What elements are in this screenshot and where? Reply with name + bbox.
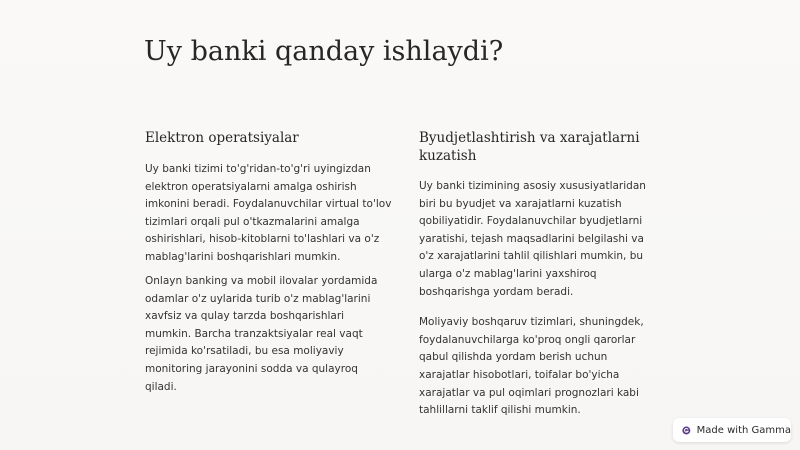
left-column [145, 129, 393, 267]
slide-title: Uy banki qanday ishlaydi? [144, 36, 504, 67]
left-column-heading: Elektron operatsiyalar [145, 130, 299, 146]
left-column-paragraph: Onlayn banking va mobil ilovalar yordamida odamlar o'z uylarida turib o'z mablag'larini xavfsiz va qulay tarzda boshqarishlari mumkin. Barcha tranzaktsiyalar real vaqt rejimida ko'rsatiladi, bu esa moliyaviy monitoring jarayonini sodda va qulayroq qiladi. [145, 275, 378, 393]
left-column-paragraph: Uy banki tizimi to'g'ridan-to'g'ri uyingizdan elektron operatsiyalarni amalga oshirish imkonini beradi. Foydalanuvchilar virtual to'lov tizimlari orqali pul o'tkazmalarini amalga oshirishlari, hisob-kitoblarni to'lashlari va o'z mablag'larini boshqarishlari mumkin. [145, 163, 392, 263]
left-column-lower [145, 273, 393, 396]
badge-label: Made with Gamma [696, 424, 791, 436]
made-with-gamma-badge[interactable] [673, 418, 791, 442]
right-column [419, 129, 655, 420]
right-column-heading: Byudjetlashtirish va xarajatlarni kuzatish [419, 130, 640, 164]
right-column-paragraph: Uy banki tizimining asosiy xususiyatlaridan biri bu byudjet va xarajatlarni kuzatish qobiliyatidir. Foydalanuvchilar byudjetlarni yaratishi, tejash maqsadlarini belgilashi va o'z xarajatlarini tahlil qilishlari mumkin, bu ularga o'z mablag'larini yaxshiroq boshqarishga yordam beradi. [419, 180, 646, 298]
right-column-paragraph: Moliyaviy boshqaruv tizimlari, shuningdek, foydalanuvchilarga ko'proq ongli qarorlar qabul qilishda yordam berish uchun xarajatlar hisobotlari, toifalar bo'yicha xarajatlar va pul oqimlari prognozlari kabi tahlillarni taklif qilishi mumkin. [419, 316, 644, 417]
gamma-logo-icon [682, 425, 691, 436]
